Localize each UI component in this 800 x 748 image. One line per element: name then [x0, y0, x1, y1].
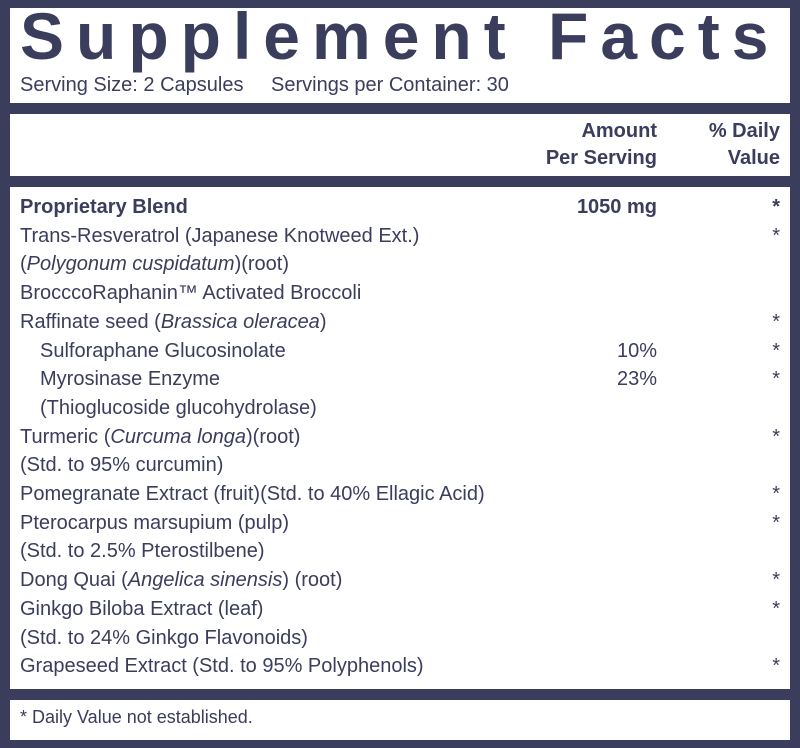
ingredient-daily-value: * — [772, 196, 780, 218]
ingredient-name — [20, 509, 289, 537]
dv-header-line1: % Daily — [708, 120, 780, 142]
ingredient-text: (Std. to 2.5% Pterostilbene) — [20, 540, 265, 563]
divider-thick — [0, 176, 800, 187]
ingredient-text: Trans-Resveratrol (Japanese Knotweed Ext.) — [20, 224, 420, 247]
ingredient-text: Ginkgo Biloba Extract (leaf) — [20, 597, 264, 620]
ingredient-line — [0, 279, 800, 307]
ingredient-daily-value: * — [772, 368, 780, 391]
ingredient-text: Raffinate seed ( — [20, 310, 161, 333]
ingredient-line — [0, 394, 800, 422]
ingredient-text: (Std. to 95% curcumin) — [20, 454, 224, 477]
ingredient-text: BrocccoRaphanin™ Activated Broccoli — [20, 282, 362, 305]
amount-header — [546, 118, 657, 172]
divider-thick — [0, 103, 800, 114]
amount-header-line1: Amount — [581, 120, 657, 142]
serving-size: Serving Size: 2 Capsules — [20, 74, 244, 96]
ingredient-name — [20, 222, 419, 250]
ingredient-text: Turmeric ( — [20, 425, 111, 448]
ingredient-line — [0, 566, 800, 594]
ingredient-text: Pterocarpus marsupium (pulp) — [20, 511, 289, 534]
ingredient-amount: 23% — [616, 368, 657, 391]
ingredient-text: Myrosinase Enzyme — [40, 368, 221, 391]
ingredient-latin-name: Polygonum cuspidatum — [26, 253, 235, 276]
ingredient-line — [0, 222, 800, 250]
ingredient-amount: 1050 mg — [576, 196, 657, 218]
ingredient-name — [20, 480, 485, 508]
ingredient-daily-value: * — [772, 310, 780, 333]
ingredient-daily-value: * — [772, 425, 780, 448]
divider-thick — [0, 689, 800, 700]
ingredient-line — [0, 595, 800, 623]
ingredient-latin-name: Brassica oleracea — [160, 310, 320, 333]
ingredient-line — [0, 652, 800, 680]
amount-header-line2: Per Serving — [545, 147, 657, 169]
dv-header — [709, 118, 780, 172]
ingredient-line — [0, 480, 800, 508]
ingredient-daily-value: * — [772, 224, 780, 247]
ingredient-name — [20, 250, 289, 278]
ingredient-daily-value: * — [772, 483, 780, 505]
ingredient-amount: 10% — [616, 339, 657, 362]
ingredient-line — [0, 537, 800, 565]
ingredient-daily-value: * — [772, 511, 780, 534]
ingredient-name — [20, 537, 265, 565]
ingredient-text: Pomegranate Extract (fruit)(Std. to 40% Ellagic Acid) — [20, 483, 485, 505]
serving-info — [20, 74, 509, 96]
servings-per-container: Servings per Container: 30 — [271, 74, 509, 96]
ingredient-name — [20, 595, 263, 623]
ingredient-name — [40, 394, 317, 422]
ingredient-name — [20, 566, 342, 594]
ingredient-line — [0, 624, 800, 652]
ingredient-name — [20, 308, 326, 336]
ingredient-line — [0, 451, 800, 479]
ingredient-latin-name: Angelica sinensis — [127, 569, 283, 592]
ingredient-text: ) (root) — [282, 569, 343, 592]
ingredient-name — [20, 624, 308, 652]
ingredient-text: )(root) — [234, 253, 290, 276]
ingredient-line — [0, 365, 800, 393]
ingredient-text: Dong Quai ( — [20, 569, 128, 592]
ingredient-text: (Std. to 24% Ginkgo Flavonoids) — [20, 626, 308, 649]
ingredient-daily-value: * — [772, 597, 780, 620]
dv-header-line2: Value — [727, 147, 780, 169]
ingredient-line — [0, 193, 800, 221]
ingredient-text: Grapeseed Extract (Std. to 95% Polyphenols) — [20, 655, 424, 678]
ingredient-text: )(root) — [246, 425, 301, 448]
ingredient-line — [0, 250, 800, 278]
label-title: Supplement Facts — [20, 0, 781, 73]
ingredient-daily-value: * — [772, 339, 780, 362]
ingredient-text: Sulforaphane Glucosinolate — [40, 339, 286, 362]
ingredient-name — [40, 365, 220, 393]
ingredient-text: ( — [20, 253, 27, 276]
ingredient-name — [20, 279, 361, 307]
footnote: * Daily Value not established. — [20, 707, 253, 727]
ingredient-name — [20, 652, 424, 680]
ingredient-name — [20, 451, 223, 479]
ingredient-line — [0, 337, 800, 365]
ingredient-text: (Thioglucoside glucohydrolase) — [40, 396, 317, 419]
ingredient-name — [40, 337, 286, 365]
ingredient-line — [0, 423, 800, 451]
ingredient-name — [20, 423, 300, 451]
ingredient-text: Proprietary Blend — [20, 196, 188, 218]
ingredient-line — [0, 509, 800, 537]
ingredient-daily-value: * — [772, 569, 780, 592]
ingredient-latin-name: Curcuma longa — [110, 425, 246, 448]
ingredient-line — [0, 308, 800, 336]
ingredient-name — [20, 193, 188, 221]
ingredient-text: ) — [319, 310, 327, 333]
ingredient-daily-value: * — [772, 655, 780, 678]
